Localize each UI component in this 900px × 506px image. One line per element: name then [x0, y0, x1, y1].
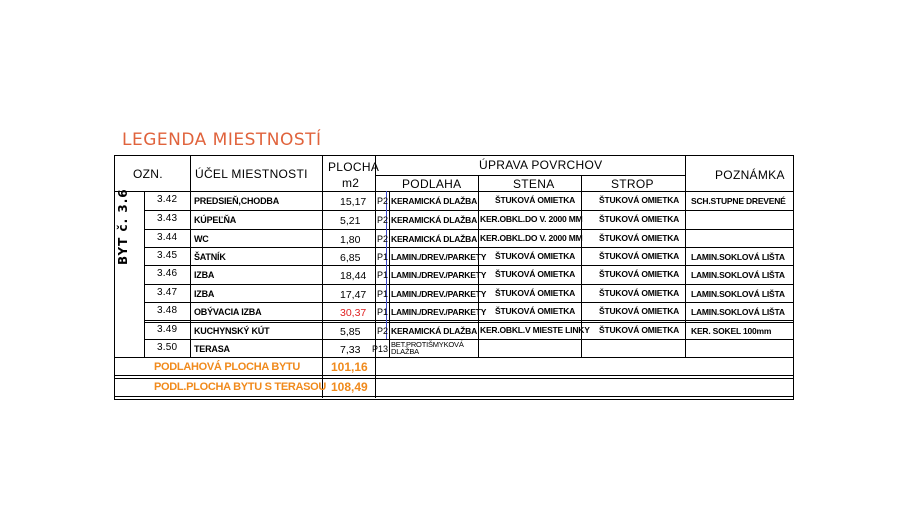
header-plocha: PLOCHA — [328, 160, 380, 174]
room-code: 3.43 — [157, 213, 178, 224]
col-rule — [144, 191, 145, 357]
ceiling-finish: ŠTUKOVÁ OMIETKA — [599, 325, 680, 335]
summary-value: 108,49 — [331, 380, 368, 394]
col-rule — [389, 191, 390, 357]
floor-finish: KERAMICKÁ DLAŽBA — [391, 196, 478, 206]
header-ucel: ÚČEL MIESTNOSTI — [195, 167, 308, 181]
floor-finish: KERAMICKÁ DLAŽBA — [391, 326, 478, 336]
room-note: LAMIN.SOKLOVÁ LIŠTA — [691, 270, 785, 280]
surface-code: P1 — [377, 270, 389, 280]
room-note: LAMIN.SOKLOVÁ LIŠTA — [691, 289, 785, 299]
room-code: 3.47 — [157, 287, 178, 298]
room-area: 30,37 — [340, 307, 367, 319]
header-rule — [114, 191, 793, 192]
surface-code: P1 — [377, 252, 389, 262]
room-note: SCH.STUPNE DREVENÉ — [691, 196, 786, 206]
surface-code: P2 — [377, 234, 389, 244]
room-code: 3.49 — [157, 324, 178, 335]
row-rule — [114, 378, 793, 379]
room-name: TERASA — [194, 344, 230, 354]
surface-code: P1 — [377, 307, 389, 317]
floor-finish: KERAMICKÁ DLAŽBA — [391, 215, 478, 225]
header-strop: STROP — [611, 177, 654, 191]
wall-finish: ŠTUKOVÁ OMIETKA — [495, 288, 576, 298]
wall-finish: KER.OBKL.DO V. 2000 MM — [480, 214, 583, 224]
row-rule — [114, 396, 793, 397]
room-code: 3.46 — [157, 268, 178, 279]
header-plocha-unit: m2 — [342, 176, 360, 190]
wall-finish: KER.OBKL.V MIESTE LINKY — [480, 325, 590, 335]
room-code: 3.44 — [157, 232, 178, 243]
summary-label: PODLAHOVÁ PLOCHA BYTU — [154, 361, 301, 373]
floor-finish: LAMIN./DREV./PARKETY — [391, 270, 487, 280]
room-area: 5,85 — [340, 326, 361, 338]
summary-label: PODL.PLOCHA BYTU S TERASOU — [154, 381, 327, 393]
row-rule — [144, 247, 793, 248]
header-uprava: ÚPRAVA POVRCHOV — [479, 158, 603, 172]
wall-finish: ŠTUKOVÁ OMIETKA — [495, 195, 576, 205]
surface-code: P2 — [377, 215, 389, 225]
row-rule — [144, 339, 793, 340]
room-name: WC — [194, 234, 209, 244]
row-rule — [144, 302, 793, 303]
room-code: 3.48 — [157, 305, 178, 316]
room-area: 7,33 — [340, 344, 361, 356]
surface-code: P2 — [377, 196, 389, 206]
row-rule — [114, 375, 793, 376]
room-code: 3.50 — [157, 342, 178, 353]
row-rule — [114, 357, 793, 358]
header-ozn: OZN. — [133, 167, 163, 181]
floor-finish: LAMIN./DREV./PARKETY — [391, 252, 487, 262]
room-area: 15,17 — [340, 196, 367, 208]
room-name: KÚPEĽŇA — [194, 215, 237, 225]
header-podlaha: PODLAHA — [402, 177, 462, 191]
floor-finish: DLAŽBA — [391, 347, 419, 356]
floor-finish: BET.PROTIŠMYKOVÁ — [391, 340, 464, 349]
ceiling-finish: ŠTUKOVÁ OMIETKA — [599, 195, 680, 205]
wall-finish: ŠTUKOVÁ OMIETKA — [495, 251, 576, 261]
room-legend-table — [114, 155, 794, 400]
row-rule — [144, 322, 793, 323]
col-rule — [685, 155, 686, 357]
ceiling-finish: ŠTUKOVÁ OMIETKA — [599, 306, 680, 316]
room-note: KER. SOKEL 100mm — [691, 326, 772, 336]
ceiling-finish: ŠTUKOVÁ OMIETKA — [599, 233, 680, 243]
row-rule — [144, 320, 793, 321]
surface-code: P1 — [377, 289, 389, 299]
room-name: IZBA — [194, 289, 215, 299]
legend-title: LEGENDA MIESTNOSTÍ — [122, 130, 322, 150]
room-area: 1,80 — [340, 234, 361, 246]
row-rule — [144, 210, 793, 211]
subheader-rule — [375, 175, 685, 176]
surface-code: P13 — [372, 344, 389, 354]
room-note: LAMIN.SOKLOVÁ LIŠTA — [691, 307, 785, 317]
room-name: PREDSIEŇ,CHODBA — [194, 196, 280, 206]
col-rule — [322, 155, 323, 398]
surface-code: P2 — [377, 326, 389, 336]
row-rule — [144, 229, 793, 230]
summary-value: 101,16 — [331, 360, 368, 374]
col-rule — [190, 155, 191, 357]
floor-finish: KERAMICKÁ DLAŽBA — [391, 234, 478, 244]
room-name: IZBA — [194, 270, 215, 280]
row-rule — [144, 265, 793, 266]
floor-finish: LAMIN./DREV./PARKETY — [391, 289, 487, 299]
wall-finish: KER.OBKL.DO V. 2000 MM — [480, 233, 583, 243]
room-code: 3.42 — [157, 194, 178, 205]
ceiling-finish: ŠTUKOVÁ OMIETKA — [599, 288, 680, 298]
room-area: 17,47 — [340, 289, 367, 301]
room-note: LAMIN.SOKLOVÁ LIŠTA — [691, 252, 785, 262]
col-rule — [478, 175, 479, 357]
col-rule — [375, 155, 376, 398]
floor-finish: LAMIN./DREV./PARKETY — [391, 307, 487, 317]
header-stena: STENA — [513, 177, 555, 191]
row-rule — [144, 284, 793, 285]
room-area: 18,44 — [340, 270, 367, 282]
wall-finish: ŠTUKOVÁ OMIETKA — [495, 306, 576, 316]
room-name: OBÝVACIA IZBA — [194, 307, 262, 317]
header-poznamka: POZNÁMKA — [715, 168, 785, 182]
ceiling-finish: ŠTUKOVÁ OMIETKA — [599, 251, 680, 261]
room-name: KUCHYNSKÝ KÚT — [194, 326, 270, 336]
ceiling-finish: ŠTUKOVÁ OMIETKA — [599, 269, 680, 279]
room-name: ŠATNÍK — [194, 252, 226, 262]
room-area: 6,85 — [340, 252, 361, 264]
room-area: 5,21 — [340, 215, 361, 227]
wall-finish: ŠTUKOVÁ OMIETKA — [495, 269, 576, 279]
room-code: 3.45 — [157, 250, 178, 261]
ceiling-finish: ŠTUKOVÁ OMIETKA — [599, 214, 680, 224]
group-label: BYT č. 3.6 — [116, 188, 130, 265]
